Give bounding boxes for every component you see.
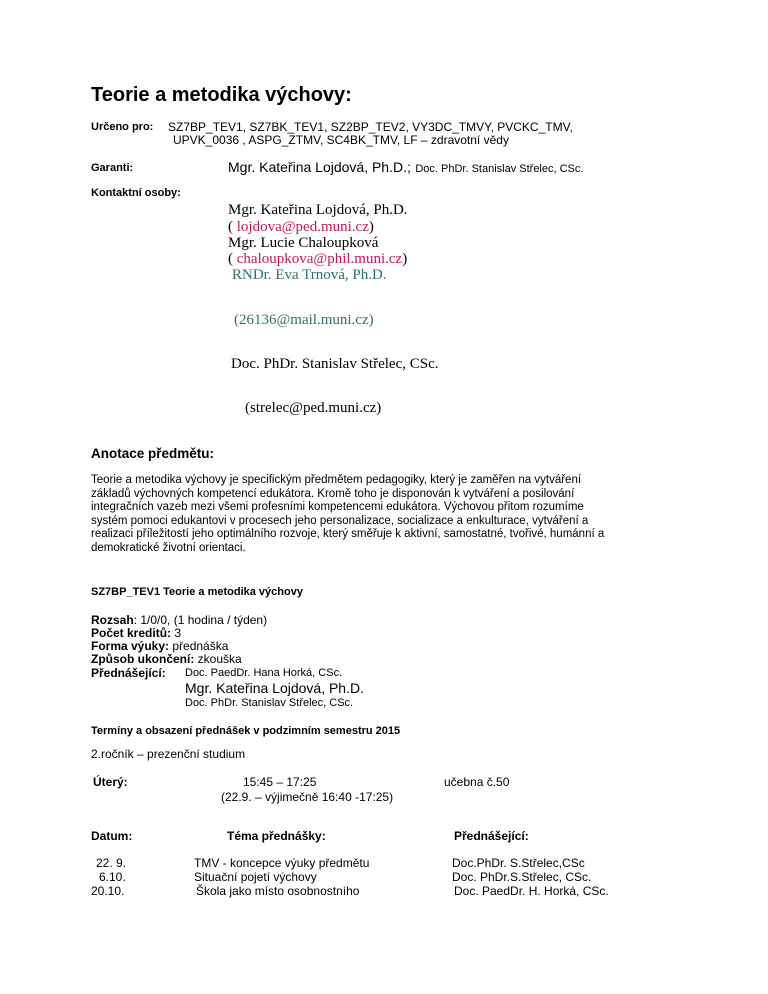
table-cell-lecturer: Doc. PaedDr. H. Horká, CSc.	[454, 884, 609, 898]
zpusob-line	[91, 652, 242, 666]
forma-value: přednáška	[169, 639, 229, 653]
schedule-header-topic: Téma přednášky:	[227, 829, 326, 843]
lecturer-3: Doc. PhDr. Stanislav Střelec, CSc.	[185, 697, 354, 709]
table-cell-lecturer: Doc. PhDr.S.Střelec, CSc.	[452, 870, 592, 884]
time-text: 15:45 – 17:25	[243, 775, 317, 789]
anotace-line: systém pomoci edukantovi v procesech jeho personalizace, socializace a enkulturace, vytváření a	[91, 514, 589, 527]
contact-4-name: Doc. PhDr. Stanislav Střelec, CSc.	[231, 356, 439, 372]
day-label: Úterý:	[93, 775, 128, 789]
room-text: učebna č.50	[444, 775, 510, 789]
contact-1-email-link[interactable]: lojdova@ped.muni.cz	[236, 219, 369, 235]
anotace-line: realizaci příležitostí jeho optimálního rozvoje, který směřuje k aktivní, samostatné, tvořivé, humánní a	[91, 528, 605, 541]
contact-4-email-link[interactable]: (strelec@ped.muni.cz)	[245, 400, 382, 416]
exception-text: (22.9. – výjimečně 16:40 -17:25)	[221, 790, 394, 804]
anotace-heading: Anotace předmětu:	[91, 446, 215, 461]
contact-3-email-link[interactable]: (26136@mail.muni.cz)	[234, 312, 374, 328]
anotace-line: Teorie a metodika výchovy je specifickým předmětem pedagogiky, který je zaměřen na vytváření	[91, 474, 582, 486]
garant-2: Doc. PhDr. Stanislav Střelec, CSc.	[415, 163, 584, 175]
table-cell-date: 20.10.	[91, 884, 125, 898]
schedule-header-lecturer: Přednášející:	[454, 829, 529, 843]
garanti-names	[228, 159, 583, 177]
lecturer-2: Mgr. Kateřina Lojdová, Ph.D.	[185, 680, 364, 696]
anotace-paragraph	[91, 474, 691, 556]
table-cell-topic: Situační pojetí výchovy	[194, 870, 317, 884]
contact-1-name: Mgr. Kateřina Lojdová, Ph.D.	[228, 202, 408, 218]
course-heading: SZ7BP_TEV1 Teorie a metodika výchovy	[91, 586, 303, 598]
table-cell-lecturer: Doc.PhDr. S.Střelec,CSc	[452, 856, 585, 870]
terminy-heading: Termíny a obsazení přednášek v podzimním semestru 2015	[91, 725, 401, 737]
paren-close: )	[368, 219, 374, 235]
page-title: Teorie a metodika výchovy:	[91, 84, 352, 106]
anotace-line: integračních vazeb mezi všemi profesními kompetencemi edukátora. Výchovou přitom rozumíme	[91, 501, 584, 514]
paren-close: )	[402, 251, 408, 267]
rocnik-text: 2.ročník – prezenční studium	[91, 747, 246, 761]
forma-label: Forma výuky:	[91, 639, 170, 653]
table-cell-topic: TMV - koncepce výuky předmětu	[194, 856, 370, 870]
anotace-line: demokratické životní orientaci.	[91, 541, 246, 554]
contact-2-email-link[interactable]: chaloupkova@phil.muni.cz	[236, 251, 403, 267]
table-cell-date: 22. 9.	[96, 856, 127, 870]
table-cell-date: 6.10.	[99, 870, 126, 884]
rozsah-value: : 1/0/0, (1 hodina / týden)	[133, 613, 268, 627]
kredity-value: 3	[171, 626, 182, 640]
urceno-line-2: UPVK_0036 , ASPG_ZTMV, SC4BK_TMV, LF – zdravotní vědy	[173, 133, 509, 147]
paren-open: (	[228, 251, 233, 267]
contact-2-email-line	[228, 251, 407, 268]
zpusob-value: zkouška	[194, 652, 242, 666]
urceno-line-1: SZ7BP_TEV1, SZ7BK_TEV1, SZ2BP_TEV2, VY3DC_TMVY, PVCKC_TMV,	[168, 120, 573, 134]
garanti-label: Garanti:	[91, 162, 134, 174]
urceno-label: Určeno pro:	[91, 121, 154, 133]
contact-3-name: RNDr. Eva Trnová, Ph.D.	[232, 267, 387, 283]
kredity-label: Počet kreditů:	[91, 626, 172, 640]
forma-line	[91, 639, 228, 653]
schedule-header-date: Datum:	[91, 829, 133, 843]
kontakt-label: Kontaktní osoby:	[91, 187, 181, 199]
rozsah-label: Rozsah	[91, 613, 134, 627]
paren-open: (	[228, 219, 233, 235]
rozsah-line	[91, 613, 267, 627]
anotace-line: základů výchovných kompetencí edukátora. Kromě toho je disponován k vytváření a posilování	[91, 487, 575, 500]
prednasejici-label: Přednášející:	[91, 666, 166, 680]
contact-2-name: Mgr. Lucie Chaloupková	[228, 235, 379, 251]
table-cell-topic: Škola jako místo osobnostního	[196, 884, 360, 898]
kredity-line	[91, 626, 181, 640]
garant-1: Mgr. Kateřina Lojdová, Ph.D.;	[228, 159, 411, 175]
lecturer-1: Doc. PaedDr. Hana Horká, CSc.	[185, 667, 343, 679]
contact-1-email-line	[228, 219, 374, 236]
zpusob-label: Způsob ukončení:	[91, 652, 195, 666]
